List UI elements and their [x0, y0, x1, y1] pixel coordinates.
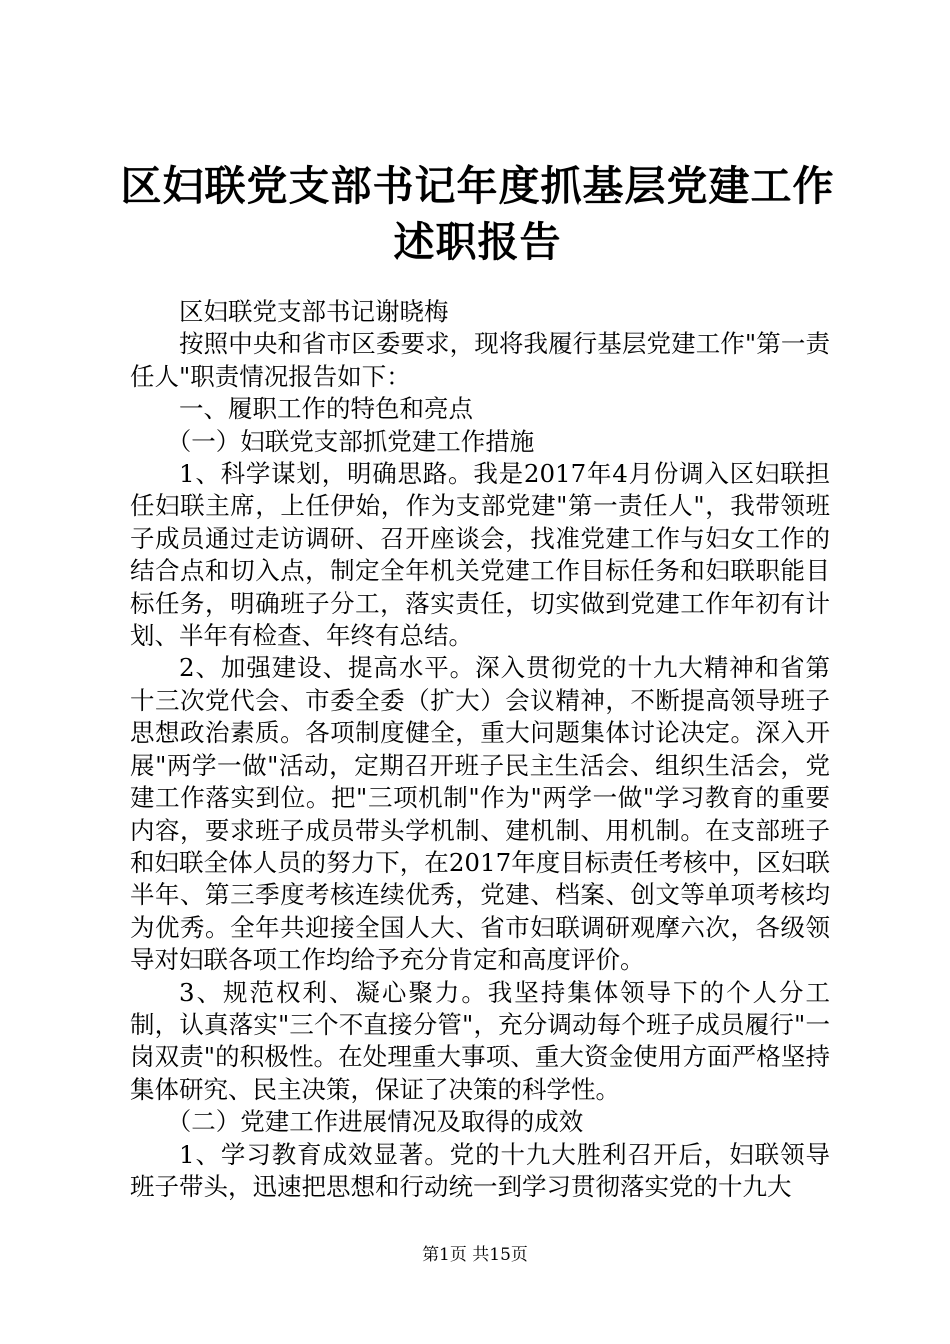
paragraph-intro: 按照中央和省市区委要求，现将我履行基层党建工作"第一责任人"职责情况报告如下： — [130, 329, 830, 391]
paragraph-item-2: 2、加强建设、提高水平。深入贯彻党的十九大精神和省第十三次党代会、市委全委（扩大）会议精神，不断提高领导班子思想政治素质。各项制度健全，重大问题集体讨论决定。深入开展"两学一做"活动，定期召开班子民主生活会、组织生活会，党建工作落实到位。把"三项机制"作为"两学一做"学习教育的重要内容，要求班子成员带头学机制、建机制、用机制。在支部班子和妇联全体人员的努力下，在2017年度目标责任考核中，区妇联半年、第三季度考核连续优秀，党建、档案、创文等单项考核均为优秀。全年共迎接全国人大、省市妇联调研观摩六次，各级领导对妇联各项工作均给予充分肯定和高度评价。 — [130, 653, 830, 975]
author-line: 区妇联党支部书记谢晓梅 — [179, 297, 449, 326]
paragraph-item-4: 1、学习教育成效显著。党的十九大胜利召开后，妇联领导班子带头，迅速把思想和行动统一到学习贯彻落实党的十九大 — [130, 1139, 830, 1201]
paragraph-item-3: 3、规范权利、凝心聚力。我坚持集体领导下的个人分工制，认真落实"三个不直接分管"，充分调动每个班子成员履行"一岗双责"的积极性。在处理重大事项、重大资金使用方面严格坚持集体研究、民主决策，保证了决策的科学性。 — [130, 977, 830, 1104]
document-body — [130, 296, 830, 1203]
subsection-heading-2: （二）党建工作进展情况及取得的成效 — [166, 1107, 584, 1137]
section-heading-1: 一、履职工作的特色和亮点 — [179, 394, 473, 424]
subsection-heading-1: （一）妇联党支部抓党建工作措施 — [166, 426, 535, 456]
paragraph-item-1: 1、科学谋划，明确思路。我是2017年4月份调入区妇联担任妇联主席，上任伊始，作为支部党建"第一责任人"，我带领班子成员通过走访调研、召开座谈会，找准党建工作与妇女工作的结合点和切入点，制定全年机关党建工作目标任务和妇联职能目标任务，明确班子分工，落实责任，切实做到党建工作年初有计划、半年有检查、年终有总结。 — [130, 459, 830, 651]
document-title: 区妇联党支部书记年度抓基层党建工作述职报告 — [120, 162, 835, 266]
page-number-footer: 第1页 共15页 — [422, 1245, 528, 1265]
